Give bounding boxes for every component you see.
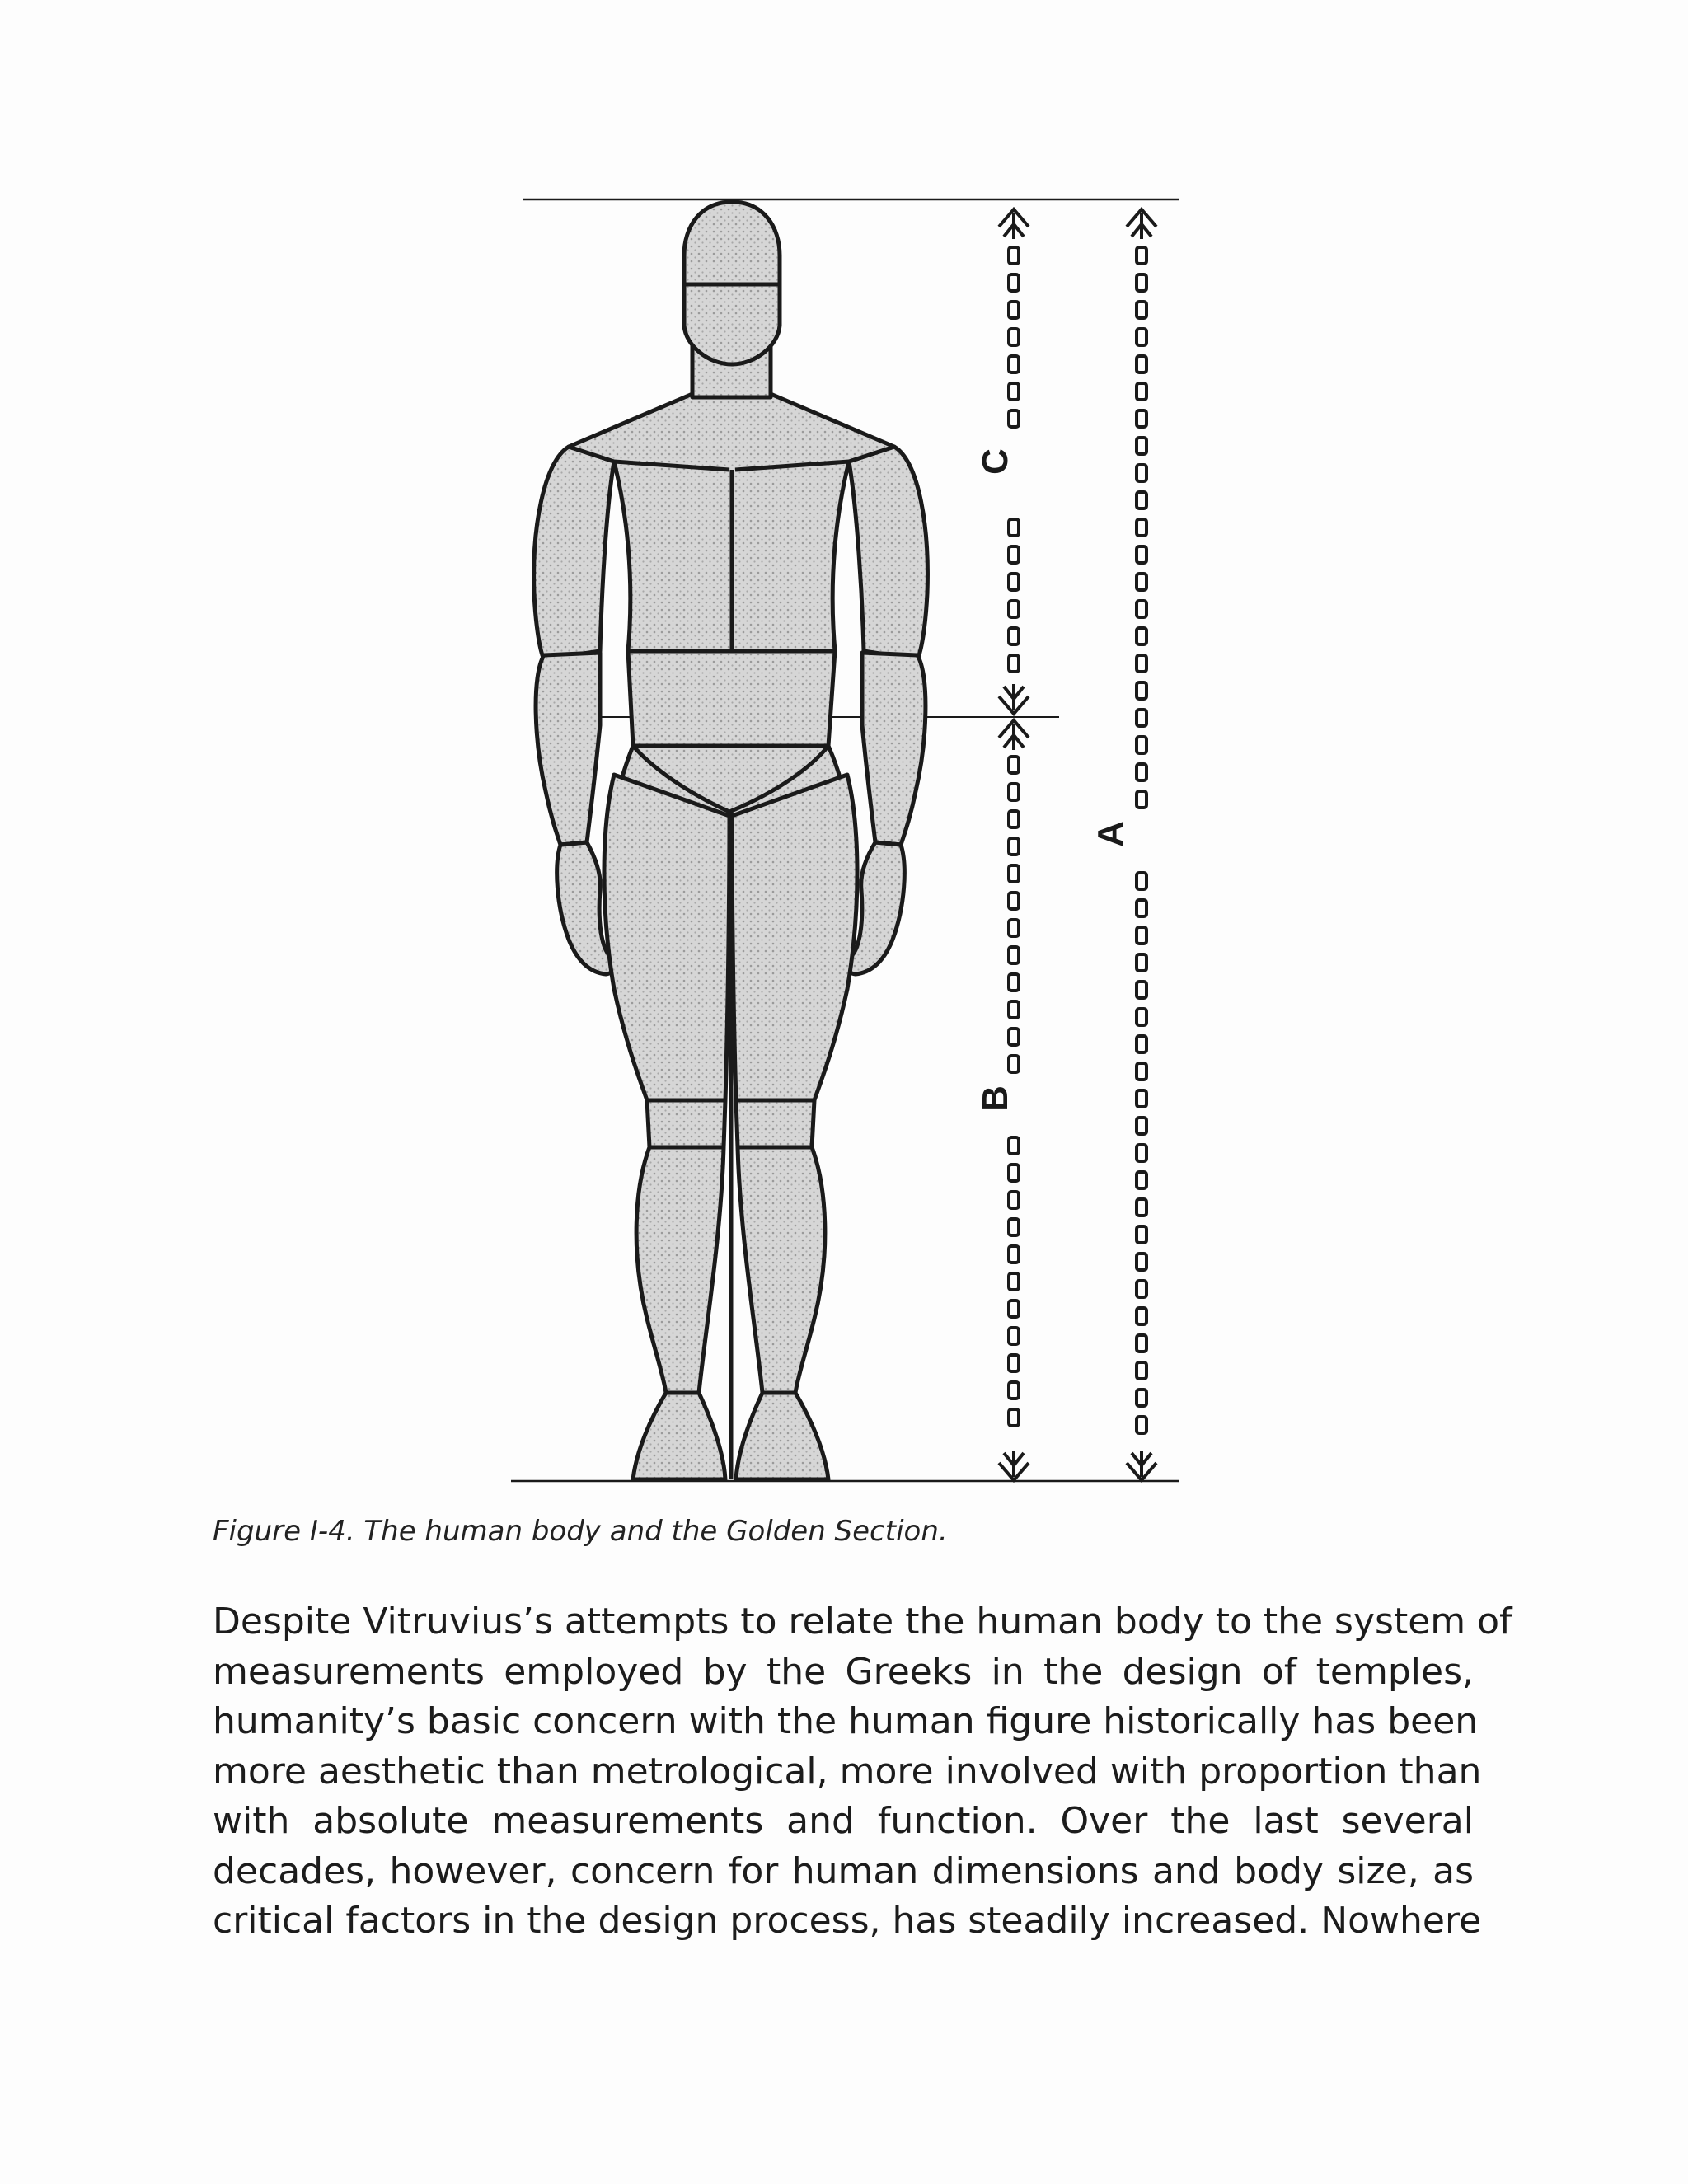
chain-link <box>1137 737 1146 753</box>
chain-link <box>1009 546 1019 563</box>
chain-link <box>1009 974 1019 991</box>
chain-link <box>1137 927 1146 944</box>
chain-link <box>1137 628 1146 644</box>
chain-link <box>1009 302 1019 318</box>
chain-link <box>1137 1226 1146 1243</box>
chain-link <box>1137 302 1146 318</box>
chain-link <box>1137 1281 1146 1297</box>
chain-link <box>1009 757 1019 773</box>
chain-link <box>1009 1301 1019 1317</box>
chain-link <box>1009 383 1019 400</box>
chain-link <box>1009 628 1019 644</box>
chain-link <box>1009 811 1019 827</box>
chain-link <box>1009 1056 1019 1072</box>
paragraph-line: humanity’s basic concern with the human figure historically has been <box>213 1700 1479 1742</box>
chain-link <box>1137 601 1146 617</box>
chain-link <box>1009 655 1019 672</box>
chain-link <box>1137 1199 1146 1216</box>
chain-link <box>1137 682 1146 699</box>
dimension-label-a: A <box>1090 821 1131 847</box>
chain-link <box>1009 1137 1019 1154</box>
chain-link <box>1137 546 1146 563</box>
chain-link <box>1137 1036 1146 1052</box>
chain-link <box>1137 274 1146 291</box>
body-paragraph <box>213 1597 1512 1947</box>
chain-link <box>1009 519 1019 536</box>
chain-link <box>1009 893 1019 909</box>
chain-link <box>1137 329 1146 345</box>
chain-link <box>1009 574 1019 590</box>
chain-link <box>1137 519 1146 536</box>
paragraph-line: more aesthetic than metrological, more involved with proportion than <box>213 1750 1482 1793</box>
chain-link <box>1009 1219 1019 1235</box>
chain-link <box>1009 356 1019 373</box>
chain-link <box>1137 1390 1146 1406</box>
chain-link <box>1137 1254 1146 1270</box>
chain-link <box>1137 465 1146 481</box>
dimension-label-b: B <box>975 1085 1015 1112</box>
chain-link <box>1137 247 1146 264</box>
chain-link <box>1137 1090 1146 1107</box>
chain-link <box>1137 1172 1146 1188</box>
chain-link <box>1137 410 1146 427</box>
chain-link <box>1137 1063 1146 1080</box>
chain-link <box>1009 247 1019 264</box>
dimension-line-a <box>1127 209 1156 1480</box>
chain-link <box>1009 410 1019 427</box>
chain-link <box>1137 1417 1146 1433</box>
chain-link <box>1009 1029 1019 1045</box>
paragraph-line: critical factors in the design process, has steadily increased. Nowhere <box>213 1900 1482 1942</box>
chain-link <box>1137 900 1146 916</box>
chain-link <box>1009 601 1019 617</box>
chain-link <box>1137 873 1146 889</box>
chain-link <box>1137 791 1146 808</box>
chain-link <box>1137 1335 1146 1352</box>
chain-link <box>1137 574 1146 590</box>
chain-link <box>1009 329 1019 345</box>
chain-link <box>1137 1118 1146 1134</box>
chain-link <box>1137 1362 1146 1379</box>
paragraph-line: measurements employed by the Greeks in the design of temples, <box>213 1650 1474 1693</box>
chain-link <box>1009 920 1019 936</box>
chain-link <box>1009 1409 1019 1426</box>
chain-link <box>1137 982 1146 998</box>
chain-link <box>1009 1246 1019 1263</box>
chain-link <box>1137 1145 1146 1161</box>
chain-link <box>1009 838 1019 855</box>
dimension-label-c: C <box>975 448 1015 475</box>
chain-link <box>1009 1382 1019 1399</box>
chain-link <box>1137 710 1146 726</box>
chain-link <box>1137 1009 1146 1025</box>
chain-link <box>1009 1192 1019 1208</box>
chain-link <box>1137 356 1146 373</box>
chain-link <box>1137 492 1146 509</box>
chain-link <box>1009 784 1019 800</box>
figure-caption: Figure I-4. The human body and the Golden Section. <box>213 1515 948 1548</box>
chain-link <box>1009 1328 1019 1344</box>
chain-link <box>1009 1273 1019 1290</box>
chain-link <box>1137 1308 1146 1324</box>
chain-link <box>1009 947 1019 963</box>
chain-link <box>1137 383 1146 400</box>
chain-link <box>1137 954 1146 971</box>
chain-link <box>1009 1001 1019 1018</box>
paragraph-line: decades, however, concern for human dimensions and body size, as <box>213 1849 1474 1892</box>
chain-link <box>1009 274 1019 291</box>
chain-link <box>1009 1165 1019 1181</box>
chain-link <box>1137 764 1146 780</box>
chain-link <box>1137 655 1146 672</box>
chain-link <box>1009 865 1019 882</box>
paragraph-line: with absolute measurements and function. Over the last several <box>213 1800 1474 1842</box>
chain-link <box>1009 1355 1019 1371</box>
paragraph-line: Despite Vitruvius’s attempts to relate the human body to the system of <box>213 1601 1512 1643</box>
chain-link <box>1137 438 1146 454</box>
